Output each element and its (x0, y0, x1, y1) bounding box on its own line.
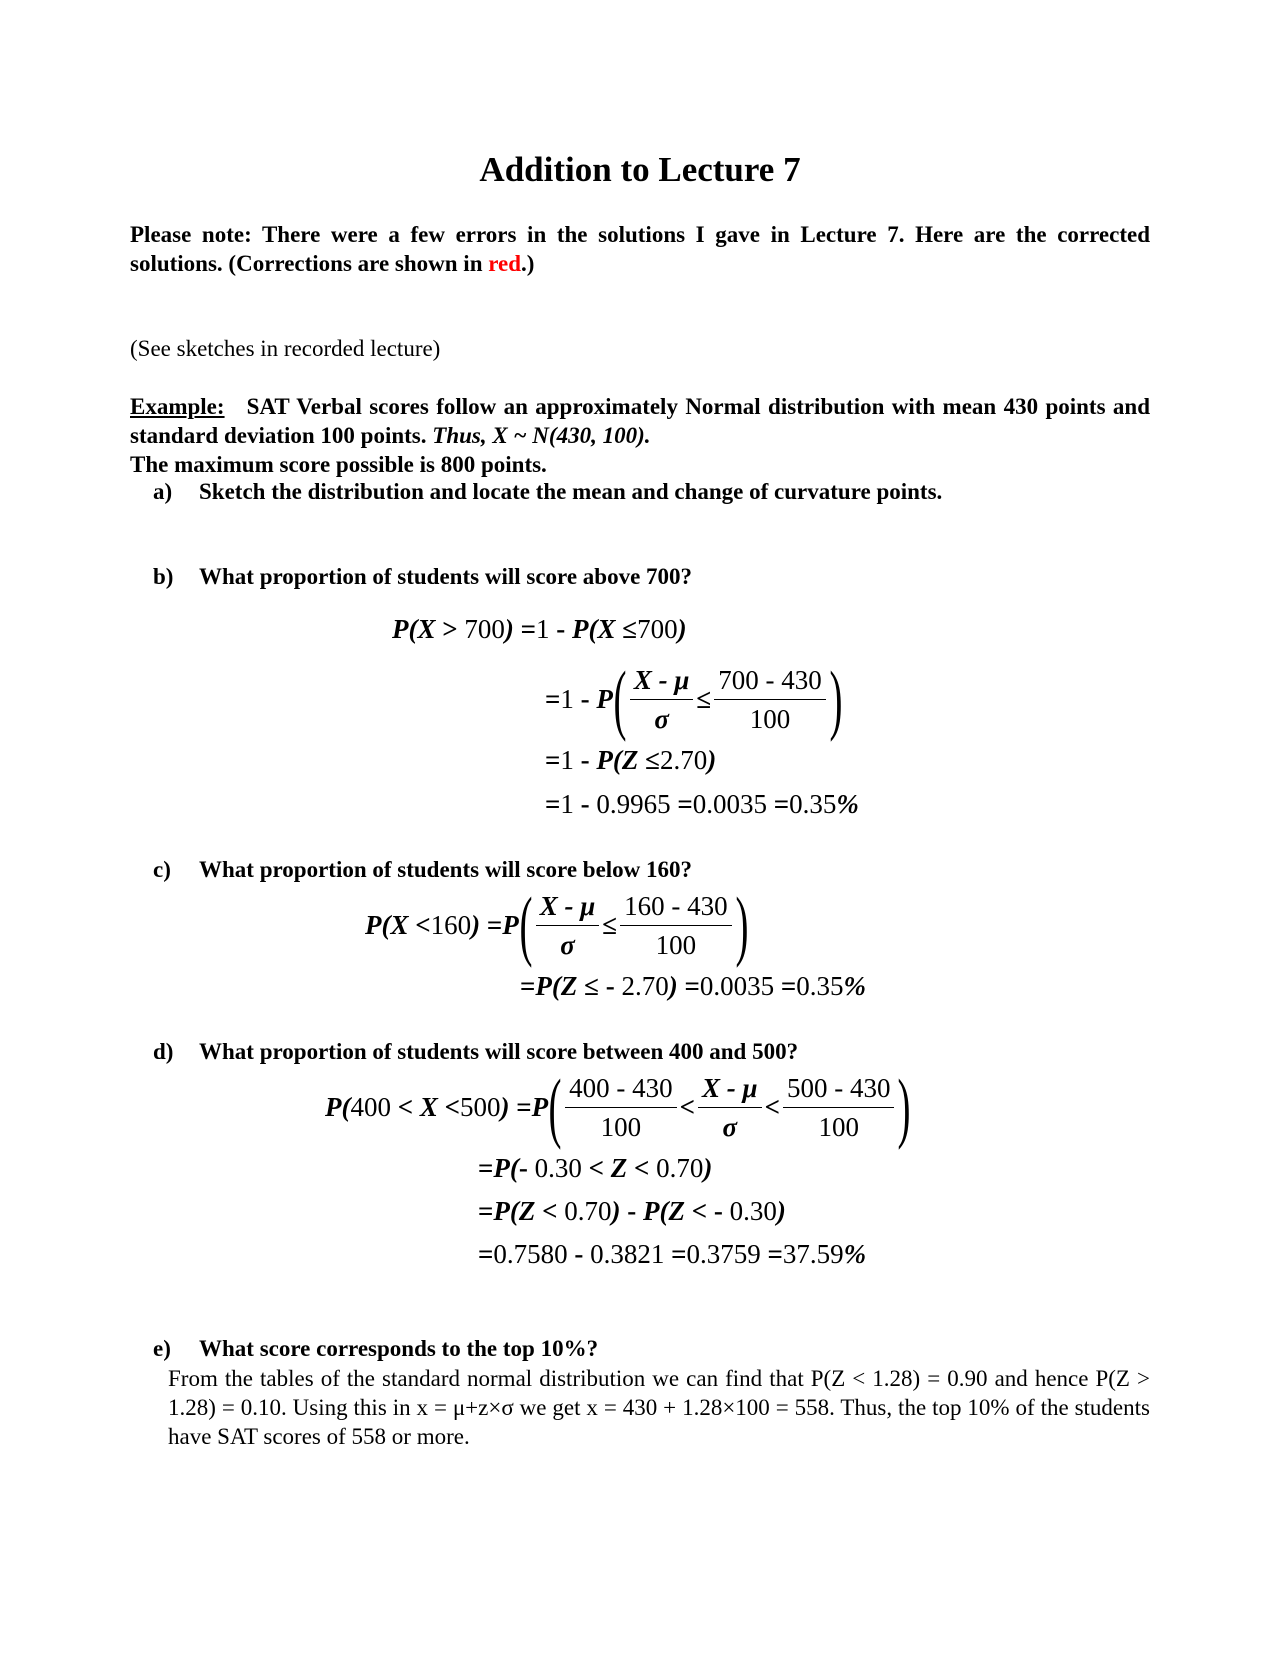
example-text: SAT Verbal scores follow an approximately Normal distribution with mean 430 points and standard deviation 100 points. (130, 394, 1150, 448)
answer-e: From the tables of the standard normal distribution we can find that P(Z < 1.28) = 0.90 and hence P(Z > 1.28) = 0.10. Using this in x = μ+z×σ we get x = 430 + 1.28×100 = 558. Thus, the top 10% of the students have SAT scores of 558 or more. (168, 1366, 1150, 1449)
question-d: d) What proportion of students will score between 400 and 500? (153, 1039, 799, 1064)
example-model: Thus, X ~ N(430, 100). (432, 423, 651, 448)
note-text: Please note: There were a few errors in the solutions I gave in Lecture 7. Here are the corrected solutions. (Corrections are shown in (130, 222, 1150, 276)
eq-b3: = 1 - P(Z ≤ 2.70 ) (545, 745, 717, 775)
eq-d3: = P(Z < 0.70 ) - P(Z < - 0.30 ) (478, 1196, 786, 1226)
eq-b1: P(X > 700 ) = 1 - P(X ≤ 700 ) (392, 614, 687, 644)
page-title: Addition to Lecture 7 (479, 150, 801, 189)
eq-d4: = 0.7580 - 0.3821 = 0.3759 = 37.59 % (478, 1239, 867, 1269)
question-c: c) What proportion of students will score below 160? (153, 857, 693, 882)
question-a: a) Sketch the distribution and locate the mean and change of curvature points. (153, 479, 943, 504)
question-e: e) What score corresponds to the top 10%? (153, 1336, 599, 1361)
eq-c2: = P(Z ≤ - 2.70 ) = 0.0035 = 0.35 % (520, 971, 866, 1001)
sketch-note: (See sketches in recorded lecture) (130, 336, 441, 361)
max-score-line: The maximum score possible is 800 points. (130, 452, 547, 477)
question-b: b) What proportion of students will score above 700? (153, 564, 693, 589)
example-paragraph (130, 392, 1150, 450)
eq-d2: = P( - 0.30 < Z < 0.70 ) (478, 1153, 713, 1183)
eq-c1: P(X < 160 ) = P ( $\frac{X - \mu}{\sigma}$ ≤ $\frac{160 - 430}{100}$ ) (365, 881, 749, 968)
red-word: red (488, 251, 522, 276)
eq-b4: = 1 - 0.9965 = 0.0035 = 0.35 % (545, 789, 859, 819)
correction-note (130, 220, 1150, 278)
eq-b2: = 1 - P ( $\frac{X - \mu}{\sigma}$ ≤ $\frac{700 - 430}{100}$ ) (545, 655, 843, 742)
note-end: .) (521, 251, 535, 276)
eq-d1: P( 400 < X < 500 ) = P ( $\frac{400 - 430}{100}$ < $\frac{X - \mu}{\sigma}$ < $\frac{500 - 430}{100}$ ) (325, 1063, 911, 1150)
example-label: Example: (130, 394, 225, 419)
